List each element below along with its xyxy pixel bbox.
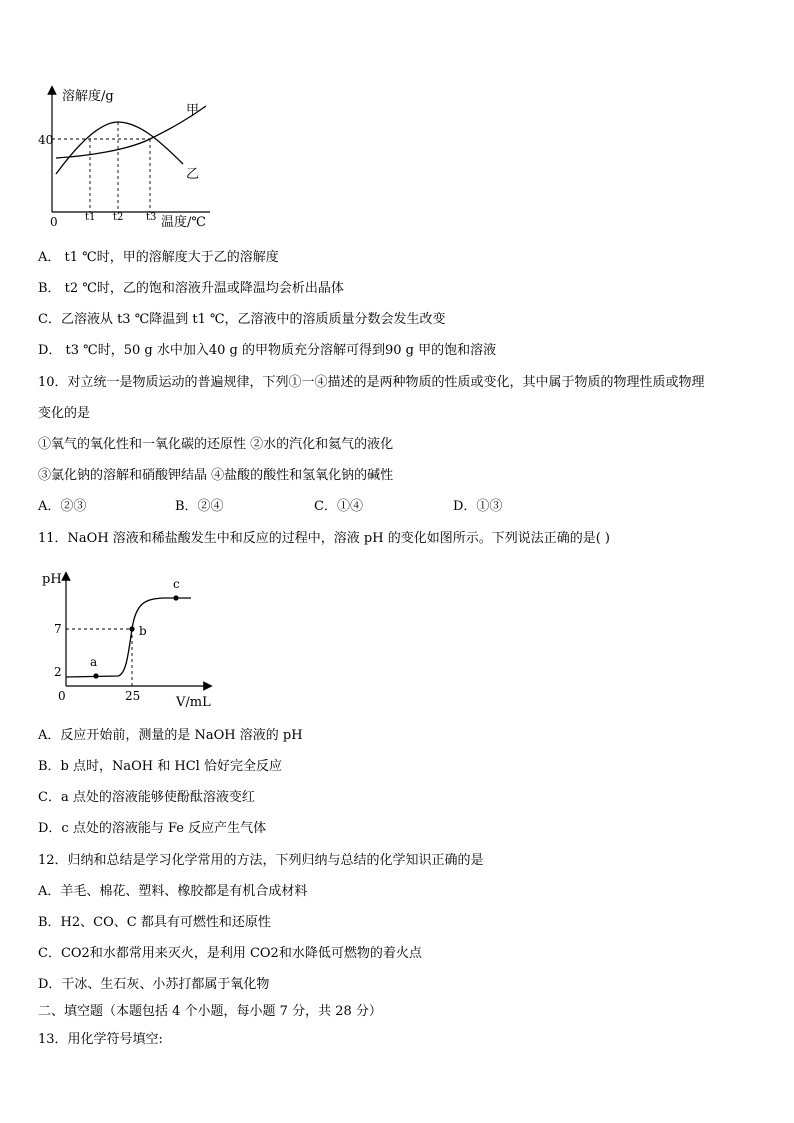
q10-option-c: C．①④ [314,499,363,514]
q12-option-c: C．CO2和水都常用来灭火，是利用 CO2和水降低可燃物的着火点 [38,946,422,961]
ph-y-label: pH [42,572,62,587]
y-tick-40: 40 [38,133,54,147]
ph-y-tick-7: 7 [54,622,62,636]
ph-chart [38,566,228,714]
ph-curve [66,598,191,677]
q12-option-d: D．干冰、生石灰、小苏打都属于氧化物 [38,977,270,992]
q9-option-a: A． t1 ℃时，甲的溶解度大于乙的溶解度 [38,250,279,265]
q9-option-d: D． t3 ℃时，50 g 水中加入40 g 的甲物质充分溶解可得到90 g 甲的饱和溶液 [38,343,497,358]
x-tick-t3: t3 [146,212,157,223]
q11-stem: 11．NaOH 溶液和稀盐酸发生中和反应的过程中，溶液 pH 的变化如图所示。下列说法正确的是( ) [38,531,610,546]
q11-option-d: D．c 点处的溶液能与 Fe 反应产生气体 [38,821,267,836]
q9-option-b: B． t2 ℃时，乙的饱和溶液升温或降温均会析出晶体 [38,281,344,296]
q10-option-a: A．②③ [38,499,87,514]
q10-items-line1: ①氧气的氧化性和一氧化碳的还原性 ②水的汽化和氦气的液化 [38,437,394,452]
section-heading: 二、填空题（本题包括 4 个小题，每小题 7 分，共 28 分） [38,1004,382,1019]
curve-jia [56,106,206,158]
solubility-chart [38,84,228,232]
ph-x-label: V/mL [176,695,211,710]
q12-option-b: B．H2、CO、C 都具有可燃性和还原性 [38,915,271,930]
point-c [173,595,178,600]
ph-x-tick-25: 25 [125,689,141,703]
q10-option-d: D．①③ [453,499,503,514]
point-b-label: b [139,624,147,638]
ph-y-tick-2: 2 [54,665,62,679]
x-tick-t2: t2 [113,212,124,223]
q12-option-a: A．羊毛、棉花、塑料、橡胶都是有机合成材料 [38,884,308,899]
q9-option-c: C．乙溶液从 t3 ℃降温到 t1 ℃，乙溶液中的溶质质量分数会发生改变 [38,312,446,327]
curve-yi [56,122,183,174]
q13-stem: 13．用化学符号填空: [38,1032,163,1047]
q11-option-b: B．b 点时，NaOH 和 HCl 恰好完全反应 [38,759,282,774]
q12-stem: 12．归纳和总结是学习化学常用的方法，下列归纳与总结的化学知识正确的是 [38,853,484,868]
point-b [129,626,134,631]
origin-label: 0 [50,215,58,229]
curve-yi-label: 乙 [186,167,200,182]
y-axis-label: 溶解度/g [62,89,114,104]
point-a-label: a [90,655,98,669]
point-c-label: c [173,577,180,591]
x-axis-label: 温度/℃ [161,215,206,230]
q10-option-b: B．②④ [175,499,224,514]
q10-stem-line2: 变化的是 [38,406,91,421]
q11-option-a: A．反应开始前，测量的是 NaOH 溶液的 pH [38,728,303,743]
curve-jia-label: 甲 [186,103,200,118]
q10-items-line2: ③氯化钠的溶解和硝酸钾结晶 ④盐酸的酸性和氢氧化钠的碱性 [38,468,394,483]
q10-stem-line1: 10．对立统一是物质运动的普遍规律，下列①一④描述的是两种物质的性质或变化，其中属于物质的物理性质或物理 [38,375,705,390]
ph-origin: 0 [58,689,66,703]
point-a [93,673,98,678]
x-tick-t1: t1 [85,212,96,223]
q11-option-c: C．a 点处的溶液能够使酚酞溶液变红 [38,790,255,805]
